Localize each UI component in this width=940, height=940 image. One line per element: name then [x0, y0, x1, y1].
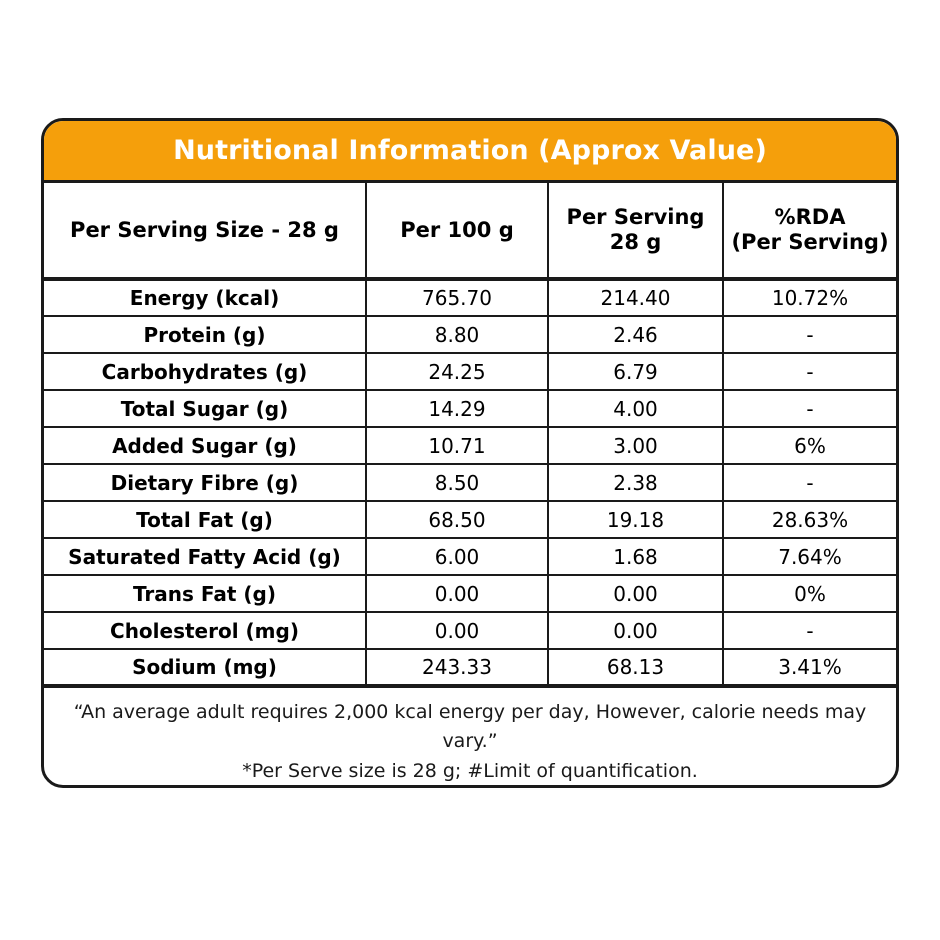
cell-nutrient: Energy (kcal)	[44, 279, 366, 316]
cell-per-100g: 8.80	[366, 316, 548, 353]
cell-per-serving: 0.00	[548, 575, 723, 612]
footnote-energy-disclaimer: “An average adult requires 2,000 kcal energy per day, However, calorie needs may vary.”	[73, 701, 867, 753]
cell-rda: -	[723, 612, 896, 649]
cell-nutrient: Total Sugar (g)	[44, 390, 366, 427]
cell-rda: 3.41%	[723, 649, 896, 686]
cell-rda: 7.64%	[723, 538, 896, 575]
table-row	[44, 575, 896, 612]
column-header-per-serving	[548, 183, 723, 279]
table-row	[44, 538, 896, 575]
footnote-serve-size: *Per Serve size is 28 g; #Limit of quantification.	[242, 759, 698, 782]
column-header-per-serving-line1: Per Serving	[566, 205, 705, 230]
cell-per-serving: 2.46	[548, 316, 723, 353]
cell-nutrient: Carbohydrates (g)	[44, 353, 366, 390]
cell-per-100g: 6.00	[366, 538, 548, 575]
cell-nutrient: Total Fat (g)	[44, 501, 366, 538]
cell-rda: 0%	[723, 575, 896, 612]
nutrition-table	[44, 183, 896, 688]
cell-per-100g: 24.25	[366, 353, 548, 390]
table-header-row	[44, 183, 896, 279]
cell-per-serving: 214.40	[548, 279, 723, 316]
cell-per-serving: 1.68	[548, 538, 723, 575]
column-header-rda-line2: (Per Serving)	[731, 230, 889, 254]
column-header-rda	[723, 183, 896, 279]
cell-rda: 6%	[723, 427, 896, 464]
cell-rda: -	[723, 353, 896, 390]
cell-nutrient: Trans Fat (g)	[44, 575, 366, 612]
footnotes	[44, 688, 896, 786]
table-row	[44, 316, 896, 353]
cell-per-100g: 243.33	[366, 649, 548, 686]
cell-per-serving: 19.18	[548, 501, 723, 538]
cell-rda: 10.72%	[723, 279, 896, 316]
cell-per-100g: 68.50	[366, 501, 548, 538]
cell-rda: 28.63%	[723, 501, 896, 538]
cell-nutrient: Protein (g)	[44, 316, 366, 353]
panel-header	[44, 121, 896, 183]
table-row	[44, 353, 896, 390]
cell-per-serving: 68.13	[548, 649, 723, 686]
table-row	[44, 612, 896, 649]
column-header-per-serving-line2: 28 g	[609, 230, 662, 254]
table-row	[44, 279, 896, 316]
cell-per-serving: 0.00	[548, 612, 723, 649]
table-row	[44, 390, 896, 427]
table-row	[44, 501, 896, 538]
cell-per-100g: 765.70	[366, 279, 548, 316]
table-body	[44, 279, 896, 686]
cell-nutrient: Added Sugar (g)	[44, 427, 366, 464]
cell-per-100g: 14.29	[366, 390, 548, 427]
cell-nutrient: Cholesterol (mg)	[44, 612, 366, 649]
table-row	[44, 464, 896, 501]
cell-rda: -	[723, 464, 896, 501]
table-row	[44, 427, 896, 464]
table-row	[44, 649, 896, 686]
cell-per-100g: 10.71	[366, 427, 548, 464]
column-header-rda-line1: %RDA	[774, 205, 846, 230]
cell-nutrient: Dietary Fibre (g)	[44, 464, 366, 501]
cell-nutrient: Sodium (mg)	[44, 649, 366, 686]
table-header	[44, 183, 896, 279]
cell-per-100g: 8.50	[366, 464, 548, 501]
nutrition-panel	[41, 118, 899, 788]
cell-per-serving: 4.00	[548, 390, 723, 427]
page-title: Nutritional Information (Approx Value)	[173, 135, 767, 166]
cell-rda: -	[723, 390, 896, 427]
cell-per-serving: 6.79	[548, 353, 723, 390]
column-header-per-100g: Per 100 g	[366, 183, 548, 279]
column-header-serving-size: Per Serving Size - 28 g	[44, 183, 366, 279]
cell-per-100g: 0.00	[366, 612, 548, 649]
cell-per-100g: 0.00	[366, 575, 548, 612]
cell-rda: -	[723, 316, 896, 353]
cell-per-serving: 2.38	[548, 464, 723, 501]
cell-per-serving: 3.00	[548, 427, 723, 464]
cell-nutrient: Saturated Fatty Acid (g)	[44, 538, 366, 575]
